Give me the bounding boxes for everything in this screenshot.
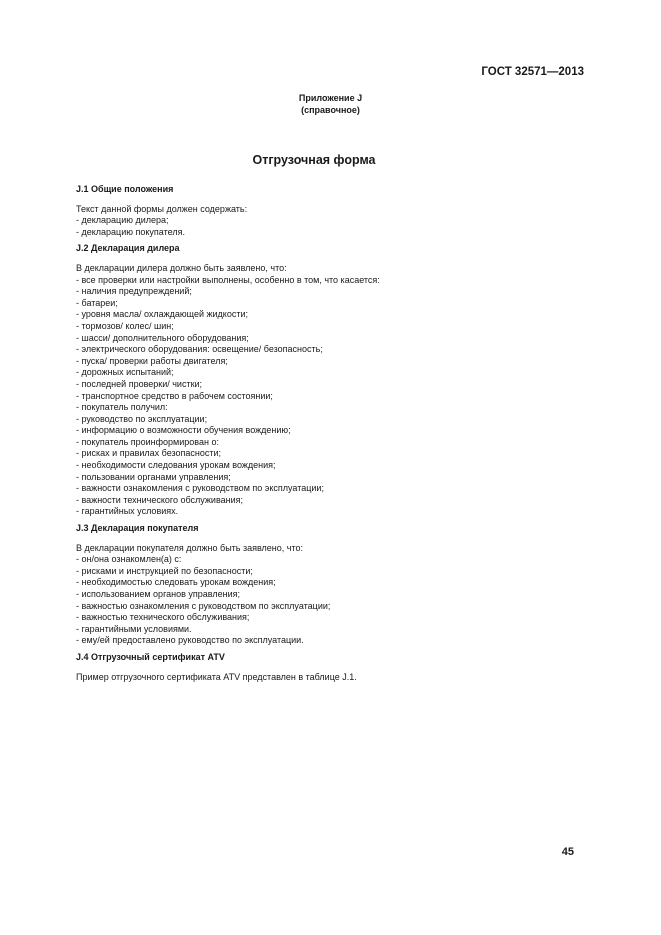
- section-heading-j4: J.4 Отгрузочный сертификат ATV: [76, 651, 225, 662]
- text-line: - рисках и правилах безопасности;: [76, 448, 222, 459]
- text-line: - использованием органов управления;: [76, 589, 240, 599]
- page-number: 45: [561, 846, 574, 858]
- section-body-j4: [76, 672, 596, 684]
- text-line: - гарантийных условиях.: [76, 506, 179, 517]
- text-line: - руководство по эксплуатации;: [76, 413, 208, 424]
- text-line: - важности технического обслуживания;: [76, 494, 244, 505]
- annex-title: Приложение J: [298, 93, 363, 103]
- text-line: - гарантийными условиями.: [76, 623, 192, 634]
- text-line: - важностью ознакомления с руководством по эксплуатации;: [76, 600, 331, 611]
- text-line: - важностью технического обслуживания;: [76, 612, 250, 623]
- section-heading-j1: J.1 Общие положения: [76, 184, 174, 194]
- text-line: - шасси/ дополнительного оборудования;: [76, 332, 249, 343]
- text-line: В декларации дилера должно быть заявлено, что:: [76, 262, 287, 273]
- text-line: - транспортное средство в рабочем состоянии;: [76, 390, 273, 401]
- text-line: - необходимостью следовать урокам вождения;: [76, 577, 276, 588]
- text-line: Текст данной формы должен содержать:: [76, 203, 248, 214]
- section-body-j3: [76, 543, 596, 647]
- text-line: - последней проверки/ чистки;: [76, 378, 203, 389]
- section-body-j1: [76, 204, 596, 239]
- text-line: - уровня масла/ охлаждающей жидкости;: [76, 309, 249, 320]
- text-line: - пользовании органами управления;: [76, 471, 231, 482]
- text-line: Пример отгрузочного сертификата ATV представлен в таблице J.1.: [76, 671, 357, 682]
- page-title: Отгрузочная форма: [252, 153, 376, 167]
- text-line: - батареи;: [76, 297, 118, 308]
- text-line: - необходимости следования урокам вождения;: [76, 460, 276, 471]
- annex-subtitle: (справочное): [301, 104, 360, 115]
- text-line: - электрического оборудования: освещение/ безопасность;: [76, 344, 323, 355]
- text-line: - декларацию дилера;: [76, 215, 169, 226]
- text-line: - наличия предупреждений;: [76, 286, 192, 297]
- text-line: - информацию о возможности обучения вождению;: [76, 425, 291, 436]
- section-heading-j3: J.3 Декларация покупателя: [76, 523, 199, 534]
- text-line: - важности ознакомления с руководством по эксплуатации;: [76, 483, 324, 494]
- standard-number: ГОСТ 32571—2013: [481, 66, 584, 78]
- text-line: - покупатель проинформирован о:: [76, 436, 219, 447]
- text-line: - дорожных испытаний;: [76, 367, 174, 378]
- text-line: - покупатель получил:: [76, 402, 168, 413]
- text-line: - он/она ознакомлен(а) с:: [76, 554, 182, 565]
- text-line: - ему/ей предоставлено руководство по эксплуатации.: [76, 635, 304, 646]
- text-line: - пуска/ проверки работы двигателя;: [76, 355, 228, 366]
- text-line: - тормозов/ колес/ шин;: [76, 320, 174, 331]
- text-line: - рисками и инструкцией по безопасности;: [76, 565, 253, 576]
- text-line: В декларации покупателя должно быть заявлено, что:: [76, 542, 303, 553]
- section-body-j2: [76, 263, 596, 518]
- document-body: [76, 184, 596, 683]
- section-heading-j2: J.2 Декларация дилера: [76, 243, 180, 254]
- text-line: - все проверки или настройки выполнены, особенно в том, что касается:: [76, 274, 380, 285]
- text-line: - декларацию покупателя.: [76, 226, 185, 237]
- annex-heading: [0, 93, 661, 116]
